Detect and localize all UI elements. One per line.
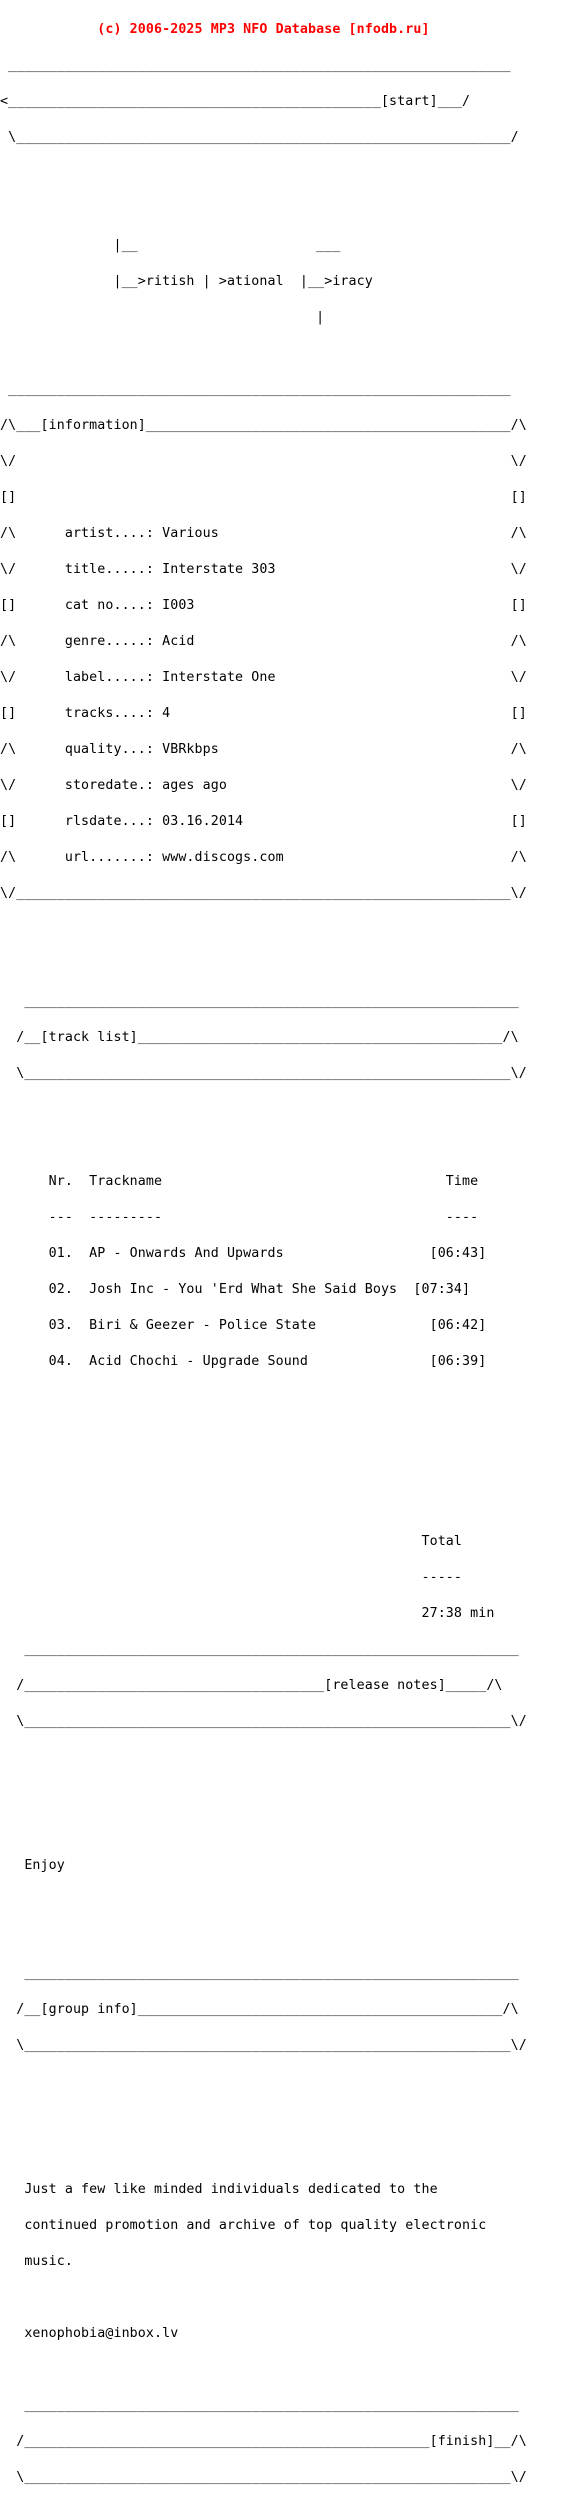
blank-line bbox=[0, 1140, 527, 1152]
info-quality: /\ quality...: VBRkbps /\ bbox=[0, 742, 527, 757]
tracklist-banner-label: /__[track list]_____________________________________________/\ bbox=[0, 1030, 519, 1045]
blank-line bbox=[0, 1788, 527, 1800]
release-notes-banner-label: /_____________________________________[release notes]_____/\ bbox=[0, 1678, 503, 1693]
group-logo-line-1: |__ ___ bbox=[0, 238, 341, 253]
blank-line bbox=[0, 348, 527, 360]
info-genre: /\ genre.....: Acid /\ bbox=[0, 634, 527, 649]
track-row: 03. Biri & Geezer - Police State [06:42] bbox=[0, 1318, 487, 1333]
info-rlsdate: [] rlsdate...: 03.16.2014 [] bbox=[0, 814, 527, 829]
start-banner-label: <______________________________________________[start]___/ bbox=[0, 94, 471, 109]
info-box-border: \/ \/ bbox=[0, 454, 527, 469]
tracklist-banner-bottom: \____________________________________________________________\/ bbox=[0, 1066, 527, 1081]
blank-line bbox=[0, 1428, 527, 1440]
info-box-bottom: \/_____________________________________________________________\/ bbox=[0, 886, 527, 901]
total-duration: 27:38 min bbox=[0, 1606, 495, 1621]
tracklist-banner-top: _____________________________________________________________ bbox=[0, 994, 519, 1009]
finish-banner-label: /__________________________________________________[finish]__/\ bbox=[0, 2434, 527, 2449]
info-tracks: [] tracks....: 4 [] bbox=[0, 706, 527, 721]
blank-line bbox=[0, 1824, 527, 1836]
group-info-banner-label: /__[group info]_____________________________________________/\ bbox=[0, 2002, 519, 2017]
blank-line bbox=[0, 1104, 527, 1116]
group-contact-email: xenophobia@inbox.lv bbox=[0, 2326, 179, 2341]
release-notes-banner-bottom: \____________________________________________________________\/ bbox=[0, 1714, 527, 1729]
track-row: 01. AP - Onwards And Upwards [06:43] bbox=[0, 1246, 487, 1261]
start-banner-top: ______________________________________________________________ bbox=[0, 58, 511, 73]
blank-line bbox=[0, 1896, 527, 1908]
nfodb-copyright-header: (c) 2006-2025 MP3 NFO Database [nfodb.ru] bbox=[0, 22, 430, 37]
blank-line bbox=[0, 1464, 527, 1476]
group-info-banner-top: _____________________________________________________________ bbox=[0, 1966, 519, 1981]
blank-line bbox=[0, 2076, 527, 2088]
group-logo-line-3: | bbox=[0, 310, 325, 325]
blank-line bbox=[0, 168, 527, 180]
total-label: Total bbox=[0, 1534, 463, 1549]
blank-line bbox=[0, 1752, 527, 1764]
release-notes-banner-top: _____________________________________________________________ bbox=[0, 1642, 519, 1657]
info-storedate: \/ storedate.: ages ago \/ bbox=[0, 778, 527, 793]
info-box-top: ______________________________________________________________ bbox=[0, 382, 511, 397]
blank-line bbox=[0, 924, 527, 936]
finish-banner-bottom: \____________________________________________________________\/ bbox=[0, 2470, 527, 2485]
blank-line bbox=[0, 2292, 527, 2304]
blank-line bbox=[0, 1932, 527, 1944]
group-info-banner-bottom: \____________________________________________________________\/ bbox=[0, 2038, 527, 2053]
info-box-border: [] [] bbox=[0, 490, 527, 505]
track-row: 02. Josh Inc - You 'Erd What She Said Boys [07:34] bbox=[0, 1282, 471, 1297]
total-underline: ----- bbox=[0, 1570, 463, 1585]
release-notes-text: Enjoy bbox=[0, 1858, 65, 1873]
group-info-text: Just a few like minded individuals dedicated to the bbox=[0, 2182, 438, 2197]
group-info-text: music. bbox=[0, 2254, 73, 2269]
track-row: 04. Acid Chochi - Upgrade Sound [06:39] bbox=[0, 1354, 487, 1369]
finish-banner-top: _____________________________________________________________ bbox=[0, 2398, 519, 2413]
info-box-title: /\___[information]_____________________________________________/\ bbox=[0, 418, 527, 433]
info-artist: /\ artist....: Various /\ bbox=[0, 526, 527, 541]
group-logo-line-2: |__>ritish | >ational |__>iracy bbox=[0, 274, 373, 289]
blank-line bbox=[0, 960, 527, 972]
info-url: /\ url.......: www.discogs.com /\ bbox=[0, 850, 527, 865]
blank-line bbox=[0, 1500, 527, 1512]
info-label: \/ label.....: Interstate One \/ bbox=[0, 670, 527, 685]
tracklist-header-underline: --- --------- ---- bbox=[0, 1210, 479, 1225]
info-cat-no: [] cat no....: I003 [] bbox=[0, 598, 527, 613]
blank-line bbox=[0, 2148, 527, 2160]
blank-line bbox=[0, 204, 527, 216]
blank-line bbox=[0, 1392, 527, 1404]
blank-line bbox=[0, 2112, 527, 2124]
tracklist-header: Nr. Trackname Time bbox=[0, 1174, 479, 1189]
blank-line bbox=[0, 2364, 527, 2376]
start-banner-bottom: \_____________________________________________________________/ bbox=[0, 130, 519, 145]
info-title: \/ title.....: Interstate 303 \/ bbox=[0, 562, 527, 577]
group-info-text: continued promotion and archive of top quality electronic bbox=[0, 2218, 487, 2233]
